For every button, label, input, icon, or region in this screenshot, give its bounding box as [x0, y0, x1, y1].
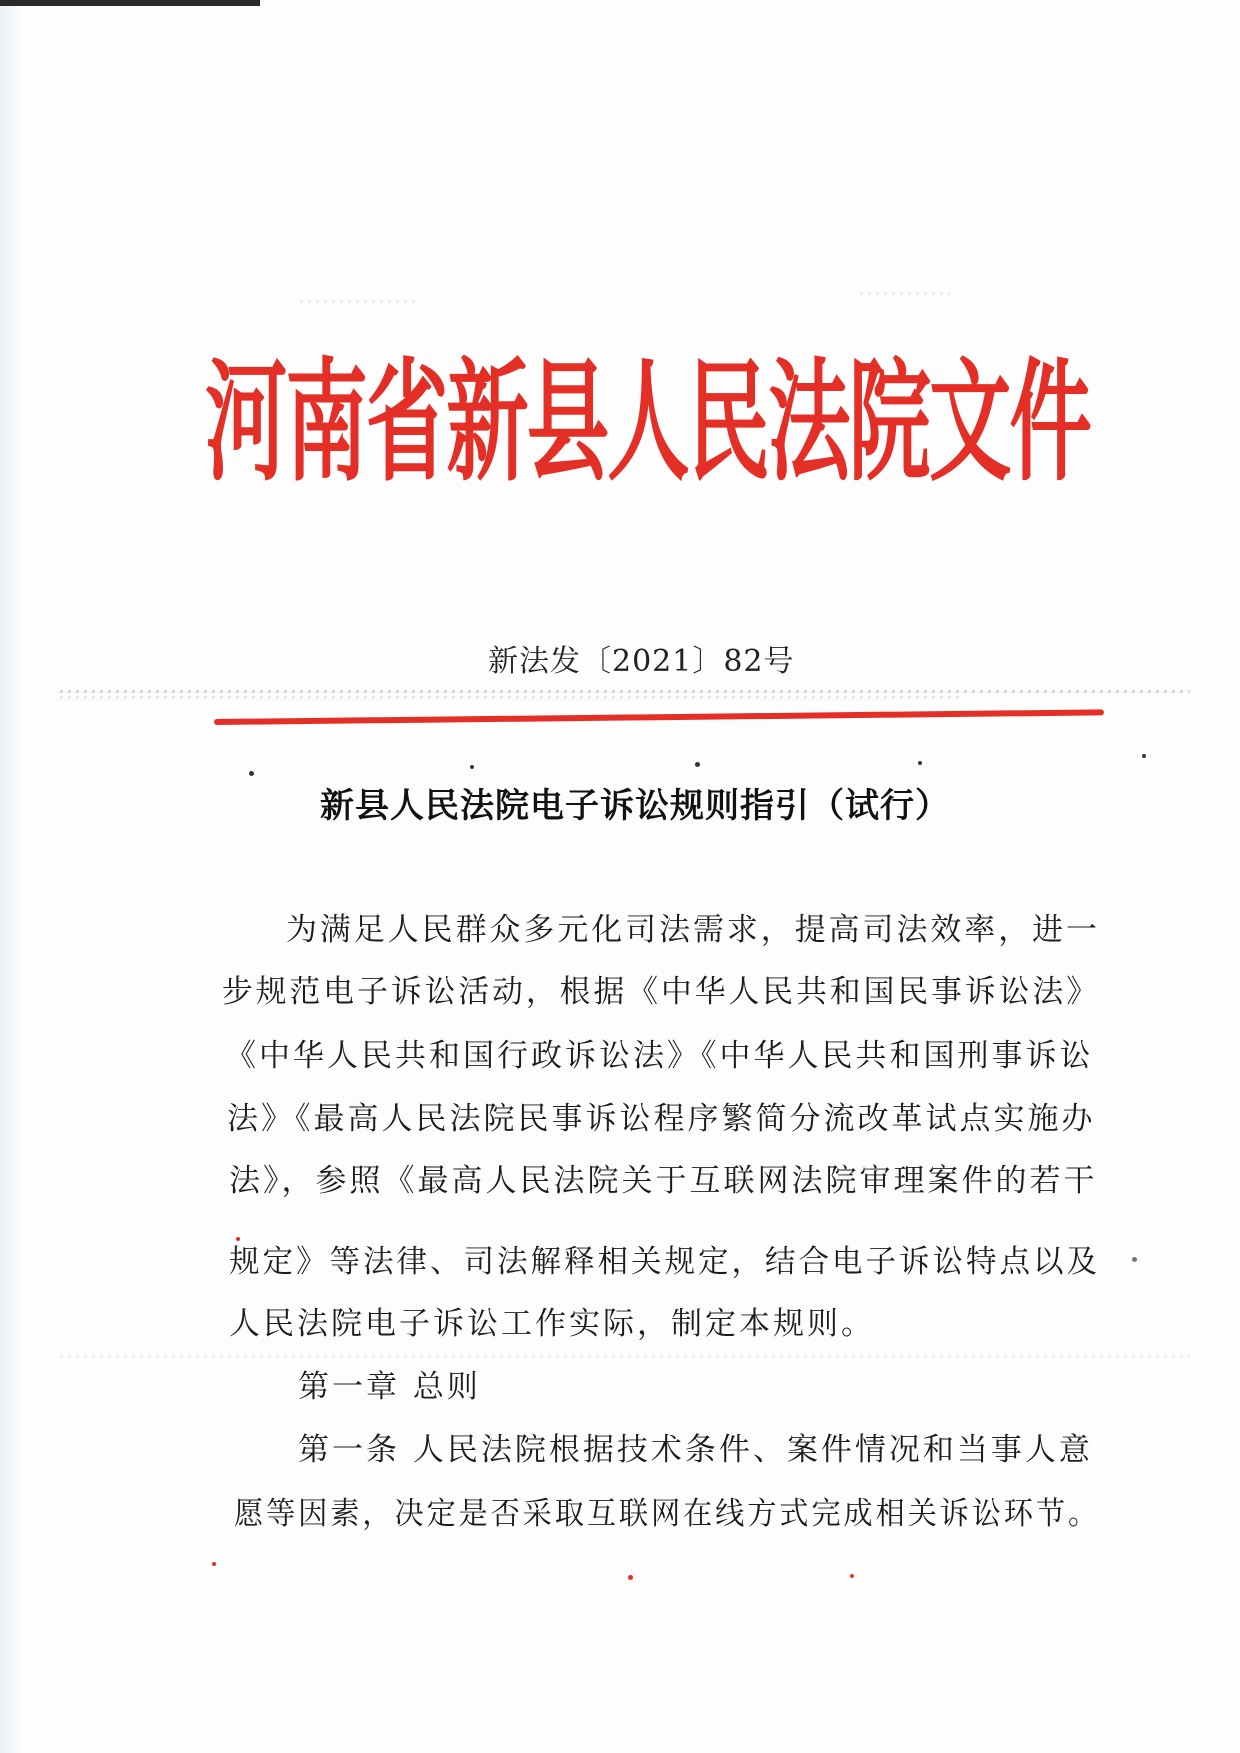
body-paragraph-line: 步规范电子诉讼活动，根据《中华人民共和国民事诉讼法》: [222, 974, 1100, 1010]
scan-speck: [695, 762, 700, 767]
scan-speck: [628, 1575, 633, 1580]
document-title: 新县人民法院电子诉讼规则指引（试行）: [320, 786, 950, 826]
chapter-heading: 第一章 总则: [298, 1369, 481, 1405]
body-paragraph-line: 为满足人民群众多元化司法需求，提高司法效率，进一: [286, 912, 1100, 948]
scan-corner: [0, 0, 260, 6]
body-paragraph-line: 法》《最高人民法院民事诉讼程序繁简分流改革试点实施办: [227, 1101, 1096, 1137]
scan-speck: [236, 1237, 240, 1241]
scan-speck: [1132, 1257, 1137, 1262]
scan-edge: [0, 0, 22, 1753]
red-divider: [214, 709, 1104, 725]
scan-artifact: [60, 696, 960, 699]
article-line: 第一条 人民法院根据技术条件、案件情况和当事人意: [298, 1432, 1093, 1468]
body-paragraph-line: 规定》等法律、司法解释相关规定，结合电子诉讼特点以及: [229, 1244, 1101, 1280]
scan-speck: [470, 765, 474, 769]
scan-artifact: [60, 1355, 1190, 1358]
scan-speck: [918, 761, 922, 765]
scan-artifact: [300, 300, 420, 303]
scan-speck: [850, 1574, 854, 1578]
scan-speck: [249, 771, 254, 776]
body-paragraph-line: 法》，参照《最高人民法院关于互联网法院审理案件的若干: [229, 1163, 1098, 1199]
scan-artifact: [860, 292, 950, 295]
masthead-title: 河南省新县人民法院文件: [205, 346, 1091, 500]
scan-speck: [212, 1562, 216, 1566]
scan-speck: [1142, 754, 1146, 758]
scan-artifact: [60, 690, 1190, 693]
body-paragraph-line: 人民法院电子诉讼工作实际，制定本规则。: [229, 1306, 875, 1342]
body-paragraph-line: 《中华人民共和国行政诉讼法》《中华人民共和国刑事诉讼: [225, 1038, 1094, 1074]
article-line: 愿等因素，决定是否采取互联网在线方式完成相关诉讼环节。: [234, 1496, 1101, 1532]
document-number: 新法发〔2021〕82号: [488, 644, 795, 679]
